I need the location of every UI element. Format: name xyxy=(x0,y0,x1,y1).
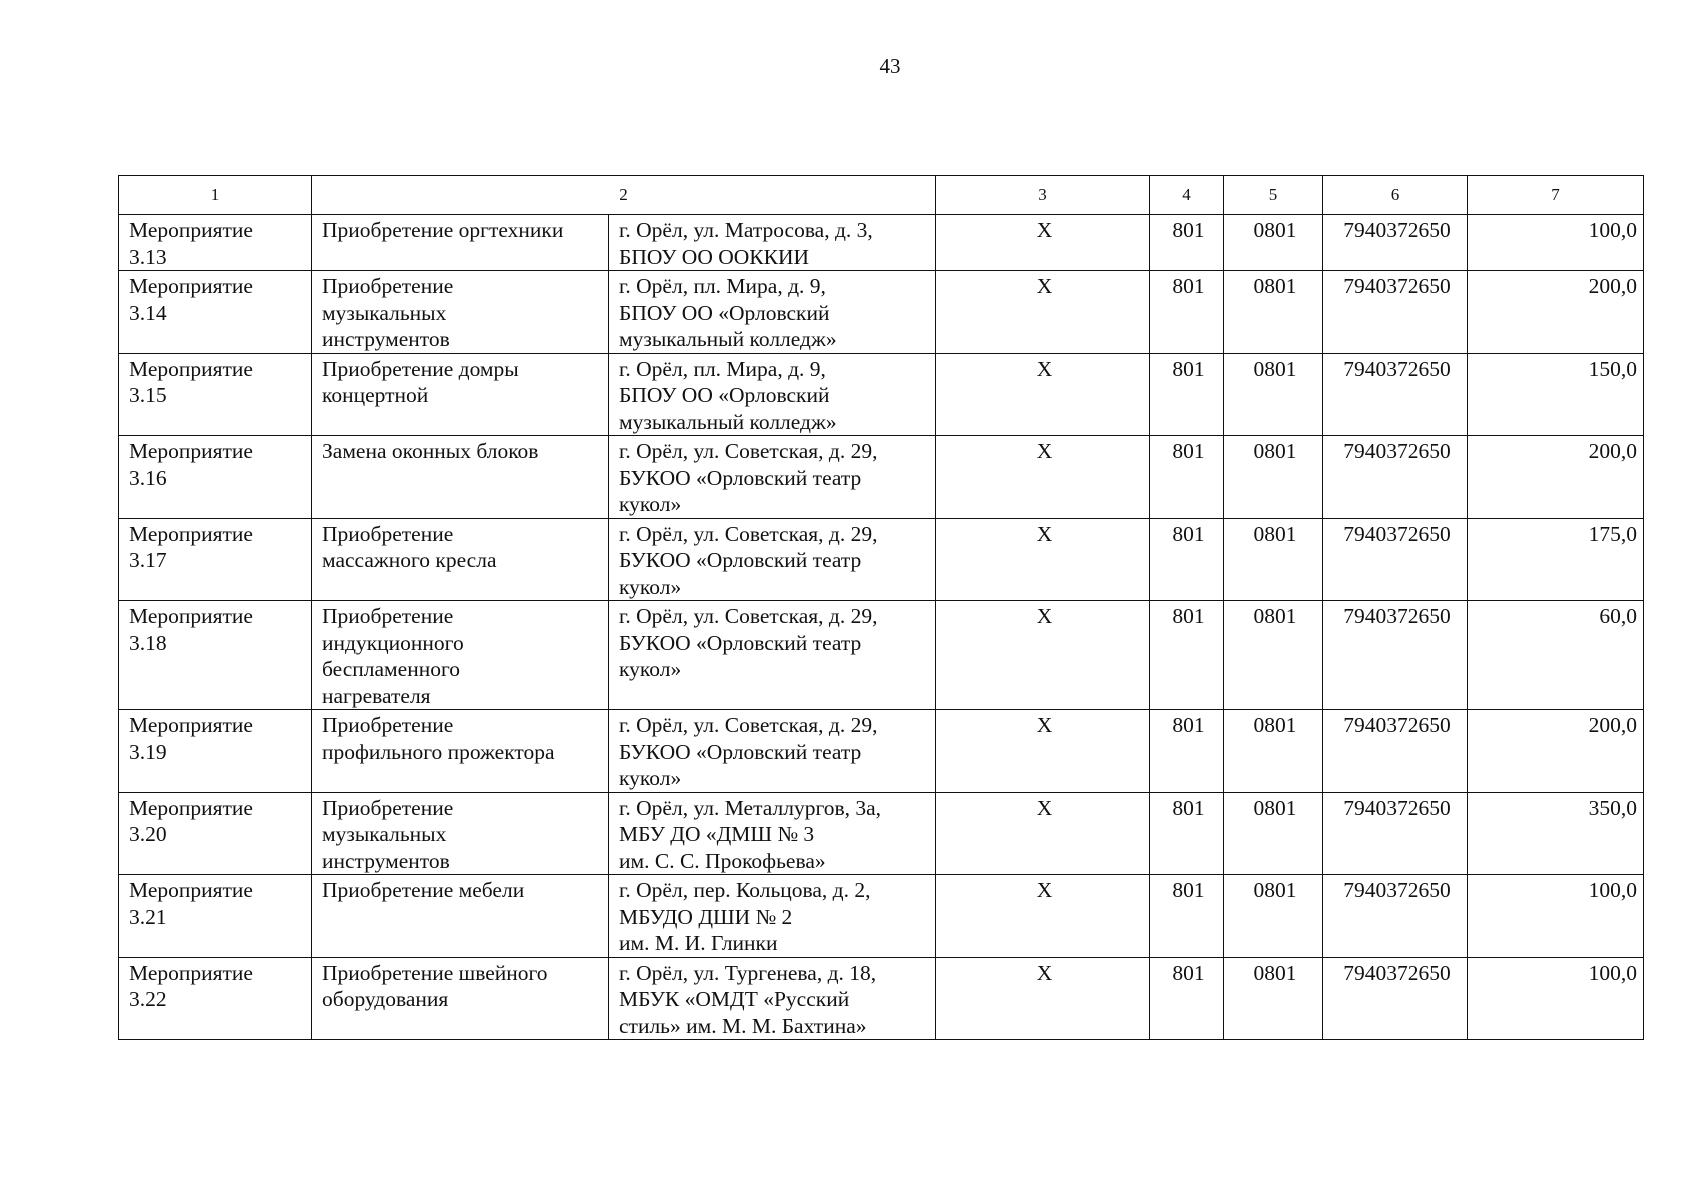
name-cell-line: инструментов xyxy=(322,327,450,351)
col5-cell: 0801 xyxy=(1224,518,1323,601)
col7-cell: 200,0 xyxy=(1468,710,1644,793)
event-cell-line: Мероприятие xyxy=(129,960,253,985)
event-cell-line: 3.13 xyxy=(129,244,167,269)
address-cell-line: г. Орёл, пл. Мира, д. 9, xyxy=(619,274,826,298)
col6-cell: 7940372650 xyxy=(1323,601,1468,710)
address-cell-line: БПОУ ОО «Орловский xyxy=(619,300,830,325)
name-cell-line: оборудования xyxy=(322,987,449,1011)
address-cell-line: кукол» xyxy=(619,657,682,681)
event-cell-line: Мероприятие xyxy=(129,795,253,820)
col4-cell: 801 xyxy=(1150,957,1224,1040)
address-cell-line: г. Орёл, пер. Кольцова, д. 2, xyxy=(619,878,871,902)
col5-cell: 0801 xyxy=(1224,271,1323,354)
name-cell-line: музыкальных xyxy=(322,300,447,325)
col3-cell: X xyxy=(936,353,1150,436)
address-cell-line: г. Орёл, пл. Мира, д. 9, xyxy=(619,356,826,381)
name-cell-line: Приобретение xyxy=(322,521,454,546)
name-cell-line: музыкальных xyxy=(322,822,447,846)
name-cell-line: Приобретение мебели xyxy=(322,878,525,902)
event-cell-line: 3.19 xyxy=(129,739,167,764)
name-cell xyxy=(312,353,609,436)
col7-cell: 100,0 xyxy=(1468,957,1644,1040)
col4-cell: 801 xyxy=(1150,271,1224,354)
col4-cell: 801 xyxy=(1150,518,1224,601)
address-cell xyxy=(609,957,936,1040)
address-cell-line: стиль» им. М. М. Бахтина» xyxy=(619,1013,867,1038)
header-row xyxy=(119,176,1644,215)
col6-cell: 7940372650 xyxy=(1323,353,1468,436)
col4-cell: 801 xyxy=(1150,792,1224,875)
address-cell-line: г. Орёл, ул. Советская, д. 29, xyxy=(619,604,878,628)
name-cell-line: Приобретение xyxy=(322,713,454,737)
address-cell-line: МБУ ДО «ДМШ № 3 xyxy=(619,822,815,846)
address-cell-line: им. М. И. Глинки xyxy=(619,931,778,955)
event-cell-line: Мероприятие xyxy=(129,878,253,902)
col6-cell: 7940372650 xyxy=(1323,518,1468,601)
table-body xyxy=(119,215,1644,1040)
name-cell-line: Приобретение xyxy=(322,795,454,820)
address-cell-line: БУКОО «Орловский театр xyxy=(619,739,862,764)
address-cell-line: г. Орёл, ул. Советская, д. 29, xyxy=(619,521,878,546)
address-cell xyxy=(609,436,936,519)
col3-cell: X xyxy=(936,271,1150,354)
table-row xyxy=(119,518,1644,601)
col3-cell: X xyxy=(936,601,1150,710)
col6-cell: 7940372650 xyxy=(1323,215,1468,271)
address-cell xyxy=(609,875,936,958)
col5-cell: 0801 xyxy=(1224,353,1323,436)
event-cell-line: Мероприятие xyxy=(129,439,253,463)
col4-cell: 801 xyxy=(1150,710,1224,793)
address-cell xyxy=(609,792,936,875)
event-cell-line: 3.20 xyxy=(129,822,167,846)
col7-cell: 100,0 xyxy=(1468,215,1644,271)
address-cell-line: г. Орёл, ул. Советская, д. 29, xyxy=(619,439,878,463)
col4-cell: 801 xyxy=(1150,353,1224,436)
address-cell xyxy=(609,271,936,354)
name-cell xyxy=(312,601,609,710)
event-cell-line: Мероприятие xyxy=(129,713,253,737)
header-cell: 3 xyxy=(936,176,1150,215)
address-cell-line: кукол» xyxy=(619,574,682,599)
event-cell xyxy=(119,792,312,875)
table-row xyxy=(119,271,1644,354)
event-cell-line: Мероприятие xyxy=(129,356,253,381)
col6-cell: 7940372650 xyxy=(1323,710,1468,793)
event-cell xyxy=(119,271,312,354)
col6-cell: 7940372650 xyxy=(1323,875,1468,958)
name-cell xyxy=(312,710,609,793)
col5-cell: 0801 xyxy=(1224,710,1323,793)
address-cell-line: БПОУ ОО «Орловский xyxy=(619,383,830,407)
event-cell xyxy=(119,518,312,601)
event-cell-line: 3.22 xyxy=(129,987,167,1011)
event-cell-line: Мероприятие xyxy=(129,604,253,628)
header-cell: 6 xyxy=(1323,176,1468,215)
address-cell-line: МБУК «ОМДТ «Русский xyxy=(619,987,850,1011)
col3-cell: X xyxy=(936,518,1150,601)
address-cell-line: БУКОО «Орловский театр xyxy=(619,465,862,490)
col3-cell: X xyxy=(936,215,1150,271)
event-cell-line: 3.14 xyxy=(129,300,167,325)
address-cell-line: МБУДО ДШИ № 2 xyxy=(619,904,793,929)
col7-cell: 200,0 xyxy=(1468,436,1644,519)
col4-cell: 801 xyxy=(1150,436,1224,519)
name-cell-line: беспламенного xyxy=(322,657,460,681)
event-cell xyxy=(119,601,312,710)
event-cell-line: 3.17 xyxy=(129,548,167,572)
col7-cell: 150,0 xyxy=(1468,353,1644,436)
event-cell xyxy=(119,710,312,793)
address-cell-line: г. Орёл, ул. Советская, д. 29, xyxy=(619,713,878,737)
header-cell: 4 xyxy=(1150,176,1224,215)
col7-cell: 200,0 xyxy=(1468,271,1644,354)
address-cell-line: БУКОО «Орловский театр xyxy=(619,548,862,572)
col3-cell: X xyxy=(936,710,1150,793)
address-cell xyxy=(609,518,936,601)
name-cell-line: индукционного xyxy=(322,630,464,655)
name-cell xyxy=(312,957,609,1040)
col7-cell: 60,0 xyxy=(1468,601,1644,710)
name-cell xyxy=(312,518,609,601)
table-row xyxy=(119,710,1644,793)
address-cell-line: БУКОО «Орловский театр xyxy=(619,630,862,655)
address-cell xyxy=(609,601,936,710)
name-cell-line: массажного кресла xyxy=(322,548,497,572)
name-cell-line: Приобретение оргтехники xyxy=(322,218,564,242)
col3-cell: X xyxy=(936,875,1150,958)
event-cell-line: Мероприятие xyxy=(129,218,253,242)
col3-cell: X xyxy=(936,957,1150,1040)
address-cell xyxy=(609,215,936,271)
col3-cell: X xyxy=(936,436,1150,519)
col5-cell: 0801 xyxy=(1224,957,1323,1040)
name-cell-line: Приобретение xyxy=(322,604,454,628)
address-cell xyxy=(609,710,936,793)
address-cell-line: г. Орёл, ул. Матросова, д. 3, xyxy=(619,218,873,242)
table-row xyxy=(119,436,1644,519)
address-cell-line: музыкальный колледж» xyxy=(619,327,837,351)
table-row xyxy=(119,601,1644,710)
event-cell xyxy=(119,957,312,1040)
header-cell: 1 xyxy=(119,176,312,215)
header-cell: 5 xyxy=(1224,176,1323,215)
address-cell xyxy=(609,353,936,436)
name-cell xyxy=(312,436,609,519)
col6-cell: 7940372650 xyxy=(1323,957,1468,1040)
col6-cell: 7940372650 xyxy=(1323,271,1468,354)
header-cell: 7 xyxy=(1468,176,1644,215)
name-cell xyxy=(312,792,609,875)
data-table xyxy=(118,175,1644,1040)
col4-cell: 801 xyxy=(1150,601,1224,710)
col5-cell: 0801 xyxy=(1224,436,1323,519)
event-cell-line: 3.15 xyxy=(129,383,167,407)
col4-cell: 801 xyxy=(1150,875,1224,958)
event-cell xyxy=(119,215,312,271)
address-cell-line: БПОУ ОО ООККИИ xyxy=(619,244,810,269)
event-cell xyxy=(119,353,312,436)
table-row xyxy=(119,215,1644,271)
event-cell-line: 3.21 xyxy=(129,904,167,929)
name-cell-line: профильного прожектора xyxy=(322,739,555,764)
col6-cell: 7940372650 xyxy=(1323,792,1468,875)
address-cell-line: г. Орёл, ул. Тургенева, д. 18, xyxy=(619,960,877,985)
event-cell-line: Мероприятие xyxy=(129,274,253,298)
name-cell-line: концертной xyxy=(322,383,429,407)
address-cell-line: музыкальный колледж» xyxy=(619,409,837,434)
col6-cell: 7940372650 xyxy=(1323,436,1468,519)
page-number: 43 xyxy=(879,54,901,78)
col5-cell: 0801 xyxy=(1224,875,1323,958)
event-cell xyxy=(119,436,312,519)
table-row xyxy=(119,353,1644,436)
name-cell-line: Приобретение домры xyxy=(322,356,519,381)
event-cell-line: 3.18 xyxy=(129,630,167,655)
col5-cell: 0801 xyxy=(1224,792,1323,875)
col7-cell: 175,0 xyxy=(1468,518,1644,601)
col4-cell: 801 xyxy=(1150,215,1224,271)
event-cell xyxy=(119,875,312,958)
table-row xyxy=(119,792,1644,875)
table-row xyxy=(119,957,1644,1040)
header-cell: 2 xyxy=(312,176,936,215)
name-cell-line: Замена оконных блоков xyxy=(322,439,539,463)
name-cell-line: Приобретение xyxy=(322,274,454,298)
event-cell-line: 3.16 xyxy=(129,465,167,490)
address-cell-line: г. Орёл, ул. Металлургов, 3а, xyxy=(619,795,882,820)
col7-cell: 350,0 xyxy=(1468,792,1644,875)
name-cell xyxy=(312,271,609,354)
name-cell-line: Приобретение швейного xyxy=(322,960,548,985)
address-cell-line: им. С. С. Прокофьева» xyxy=(619,848,826,873)
address-cell-line: кукол» xyxy=(619,766,682,790)
table-row xyxy=(119,875,1644,958)
name-cell-line: инструментов xyxy=(322,848,450,873)
event-cell-line: Мероприятие xyxy=(129,521,253,546)
col3-cell: X xyxy=(936,792,1150,875)
address-cell-line: кукол» xyxy=(619,492,682,516)
name-cell-line: нагревателя xyxy=(322,683,431,708)
col5-cell: 0801 xyxy=(1224,601,1323,710)
name-cell xyxy=(312,215,609,271)
name-cell xyxy=(312,875,609,958)
col5-cell: 0801 xyxy=(1224,215,1323,271)
col7-cell: 100,0 xyxy=(1468,875,1644,958)
